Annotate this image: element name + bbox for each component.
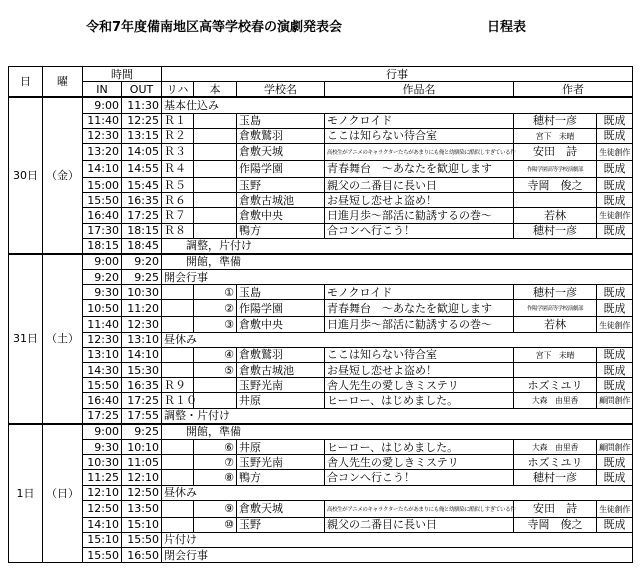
status-label: 既成 — [597, 470, 633, 485]
author-name — [514, 160, 597, 177]
work-title: ここは知らない待合室 — [325, 347, 514, 362]
school-name: 玉島 — [237, 285, 325, 300]
school-name: 作陽学園 — [237, 160, 325, 177]
event-label: 開館，準備 — [162, 254, 633, 270]
work-title: モノクロイド — [325, 113, 514, 128]
status-label-text: 顧問創作 — [599, 443, 630, 453]
work-title: 親父の二番目に長い日 — [325, 177, 514, 192]
header-events: 行事 — [162, 67, 633, 82]
schedule-row — [9, 517, 633, 532]
weekday-cell: （日） — [43, 424, 83, 563]
time-out: 11:20 — [122, 300, 162, 317]
time-in: 11:40 — [83, 113, 122, 128]
school-name: 鴨方 — [237, 470, 325, 485]
schedule-row — [9, 363, 633, 378]
time-out: 12:25 — [122, 113, 162, 128]
status-label: 既成 — [597, 113, 633, 128]
author-name: 安田 詩 — [514, 500, 597, 517]
time-out: 16:50 — [122, 548, 162, 563]
header-in: IN — [83, 82, 122, 98]
time-in: 9:00 — [83, 97, 122, 113]
rehearsal-slot: Ｒ７ — [162, 208, 194, 223]
performance-slot: ⑤ — [194, 363, 237, 378]
status-label: 既成 — [597, 363, 633, 378]
time-in: 10:30 — [83, 455, 122, 470]
time-out: 10:30 — [122, 285, 162, 300]
performance-slot — [194, 193, 237, 208]
schedule-row — [9, 393, 633, 408]
school-name: 倉敷天城 — [237, 143, 325, 160]
rehearsal-slot — [162, 285, 194, 300]
status-label — [597, 143, 633, 160]
work-title: 日進月歩～部活に勧誘するの巻～ — [325, 208, 514, 223]
time-in: 15:50 — [83, 193, 122, 208]
time-out: 16:35 — [122, 193, 162, 208]
schedule-row — [9, 470, 633, 485]
time-in: 9:20 — [83, 270, 122, 285]
time-in: 15:10 — [83, 532, 122, 547]
school-name: 倉敷中央 — [237, 317, 325, 332]
status-label — [597, 500, 633, 517]
performance-slot — [194, 223, 237, 238]
schedule-row — [9, 439, 633, 454]
event-label: 開会行事 — [162, 270, 633, 285]
time-out: 12:10 — [122, 470, 162, 485]
header-row-2 — [9, 82, 633, 98]
author-name: 寺岡 俊之 — [514, 177, 597, 192]
event-label: 片付け — [162, 532, 633, 547]
rehearsal-slot: Ｒ５ — [162, 177, 194, 192]
author-name — [514, 128, 597, 143]
weekday-cell: （金） — [43, 97, 83, 254]
schedule-row — [9, 300, 633, 317]
author-name: 若林 — [514, 317, 597, 332]
status-label: 既成 — [597, 223, 633, 238]
day-cell: 1日 — [9, 424, 43, 563]
time-in: 9:00 — [83, 424, 122, 440]
performance-slot: ④ — [194, 347, 237, 362]
performance-slot — [194, 128, 237, 143]
time-in: 15:50 — [83, 378, 122, 393]
event-label: 調整・片付け — [162, 408, 633, 424]
schedule-row — [9, 177, 633, 192]
school-name: 玉野光南 — [237, 455, 325, 470]
time-in: 16:40 — [83, 393, 122, 408]
work-title: 青春舞台 ～あなたを歓迎します — [325, 160, 514, 177]
time-out: 14:55 — [122, 160, 162, 177]
status-label-text: 生徒創作 — [599, 504, 630, 514]
status-label: 既成 — [597, 378, 633, 393]
schedule-row — [9, 193, 633, 208]
time-in: 10:50 — [83, 300, 122, 317]
schedule-row — [9, 408, 633, 424]
header-time: 時間 — [83, 67, 162, 82]
school-name: 井原 — [237, 439, 325, 454]
time-in: 17:30 — [83, 223, 122, 238]
rehearsal-slot — [162, 470, 194, 485]
rehearsal-slot — [162, 500, 194, 517]
time-in: 17:25 — [83, 408, 122, 424]
day-cell: 30日 — [9, 97, 43, 254]
work-title: 日進月歩～部活に勧誘するの巻～ — [325, 317, 514, 332]
author-name: ホズミユリ — [514, 378, 597, 393]
time-in: 13:10 — [83, 347, 122, 362]
work-title: ヒーロー、はじめました。 — [325, 393, 514, 408]
status-label: 既成 — [597, 177, 633, 192]
work-title: 舎人先生の愛しきミステリ — [325, 378, 514, 393]
status-label-text: 生徒創作 — [599, 211, 630, 221]
school-name: 玉野 — [237, 177, 325, 192]
time-out: 15:50 — [122, 532, 162, 547]
status-label-text: 顧問創作 — [599, 396, 630, 406]
day-cell: 31日 — [9, 254, 43, 424]
time-in: 12:30 — [83, 332, 122, 347]
rehearsal-slot: Ｒ８ — [162, 223, 194, 238]
time-out: 13:15 — [122, 128, 162, 143]
rehearsal-slot: Ｒ３ — [162, 143, 194, 160]
time-out: 13:50 — [122, 500, 162, 517]
header-school: 学校名 — [237, 82, 325, 98]
time-out: 17:55 — [122, 408, 162, 424]
schedule-row — [9, 208, 633, 223]
rehearsal-slot: Ｒ９ — [162, 378, 194, 393]
work-title-text: 高校生がアニメのキャラクターたちがあまりにも俺と幼馴染に酷似しすぎている件 — [327, 149, 516, 156]
time-in: 9:30 — [83, 285, 122, 300]
header-weekday: 曜 — [43, 67, 83, 98]
school-name: 倉敷鷲羽 — [237, 128, 325, 143]
school-name: 玉野光南 — [237, 378, 325, 393]
author-name-text: 作陽学園高等学校演劇部 — [526, 306, 584, 313]
rehearsal-slot — [162, 455, 194, 470]
schedule-table — [8, 66, 633, 563]
author-name — [514, 193, 597, 208]
performance-slot: ⑧ — [194, 470, 237, 485]
rehearsal-slot: Ｒ１ — [162, 113, 194, 128]
status-label — [597, 208, 633, 223]
author-name-text: 大森 由里香 — [531, 443, 579, 453]
performance-slot: ⑦ — [194, 455, 237, 470]
status-label: 既成 — [597, 347, 633, 362]
author-name: 穂村一彦 — [514, 113, 597, 128]
schedule-row — [9, 143, 633, 160]
schedule-row — [9, 160, 633, 177]
author-name-text: 宮下 未晴 — [535, 131, 575, 141]
time-in: 14:10 — [83, 160, 122, 177]
status-label: 既成 — [597, 285, 633, 300]
rehearsal-slot — [162, 517, 194, 532]
header-day: 日 — [9, 67, 43, 98]
performance-slot — [194, 160, 237, 177]
work-title: ここは知らない待合室 — [325, 128, 514, 143]
school-name: 鴨方 — [237, 223, 325, 238]
work-title — [325, 143, 514, 160]
work-title: お昼短し恋せよ盗め！ — [325, 193, 514, 208]
header-row-1 — [9, 67, 633, 82]
time-out: 18:45 — [122, 238, 162, 254]
time-out: 17:25 — [122, 208, 162, 223]
rehearsal-slot — [162, 317, 194, 332]
author-name — [514, 300, 597, 317]
time-in: 9:00 — [83, 254, 122, 270]
school-name: 玉野 — [237, 517, 325, 532]
time-in: 18:15 — [83, 238, 122, 254]
status-label: 既成 — [597, 160, 633, 177]
time-out: 14:10 — [122, 347, 162, 362]
school-name: 倉敷古城池 — [237, 193, 325, 208]
time-in: 15:00 — [83, 177, 122, 192]
schedule-row — [9, 548, 633, 563]
schedule-row — [9, 223, 633, 238]
work-title: 青春舞台 ～あなたを歓迎します — [325, 300, 514, 317]
performance-slot — [194, 143, 237, 160]
author-name: 穂村一彦 — [514, 285, 597, 300]
time-out: 15:30 — [122, 363, 162, 378]
status-label: 既成 — [597, 455, 633, 470]
work-title: 舎人先生の愛しきミステリ — [325, 455, 514, 470]
time-out: 16:35 — [122, 378, 162, 393]
schedule-row — [9, 378, 633, 393]
time-in: 15:50 — [83, 548, 122, 563]
document-title: 令和7年度備南地区高等学校春の演劇発表会 — [86, 20, 343, 35]
author-name-text: 宮下 未晴 — [535, 350, 575, 360]
time-in: 16:40 — [83, 208, 122, 223]
header-main: 本 — [194, 82, 237, 98]
schedule-row — [9, 97, 633, 113]
schedule-row — [9, 485, 633, 500]
status-label-text: 生徒創作 — [599, 147, 630, 157]
document-subtitle: 日程表 — [487, 20, 527, 35]
status-label — [597, 393, 633, 408]
event-label: 調整，片付け — [162, 238, 633, 254]
time-in: 12:50 — [83, 500, 122, 517]
weekday-cell: （土） — [43, 254, 83, 424]
time-out: 9:20 — [122, 254, 162, 270]
event-label: 基本仕込み — [162, 97, 633, 113]
time-out: 12:50 — [122, 485, 162, 500]
time-out: 9:25 — [122, 270, 162, 285]
schedule-row — [9, 332, 633, 347]
work-title: 合コンへ行こう！ — [325, 470, 514, 485]
performance-slot: ⑩ — [194, 517, 237, 532]
schedule-row — [9, 455, 633, 470]
time-out: 17:25 — [122, 393, 162, 408]
schedule-row — [9, 347, 633, 362]
status-label: 既成 — [597, 517, 633, 532]
performance-slot — [194, 378, 237, 393]
author-name — [514, 439, 597, 454]
performance-slot: ① — [194, 285, 237, 300]
time-in: 12:10 — [83, 485, 122, 500]
school-name: 倉敷古城池 — [237, 363, 325, 378]
author-name: 穂村一彦 — [514, 223, 597, 238]
author-name-text: 大森 由里香 — [531, 396, 579, 406]
time-in: 13:20 — [83, 143, 122, 160]
author-name: 穂村一彦 — [514, 470, 597, 485]
time-out: 11:05 — [122, 455, 162, 470]
time-out: 9:25 — [122, 424, 162, 440]
time-out: 11:30 — [122, 97, 162, 113]
status-label-text: 生徒創作 — [599, 320, 630, 330]
status-label: 既成 — [597, 300, 633, 317]
work-title — [325, 500, 514, 517]
header-work: 作品名 — [325, 82, 514, 98]
schedule-row — [9, 238, 633, 254]
author-name — [514, 347, 597, 362]
status-label — [597, 317, 633, 332]
rehearsal-slot: Ｒ２ — [162, 128, 194, 143]
schedule-row — [9, 500, 633, 517]
school-name: 玉島 — [237, 113, 325, 128]
time-in: 9:30 — [83, 439, 122, 454]
event-label: 開館，準備 — [162, 424, 633, 440]
work-title: 親父の二番目に長い日 — [325, 517, 514, 532]
work-title: ヒーロー、はじめました。 — [325, 439, 514, 454]
school-name: 作陽学園 — [237, 300, 325, 317]
work-title: 合コンへ行こう！ — [325, 223, 514, 238]
author-name-text: 作陽学園高等学校演劇部 — [526, 166, 584, 173]
author-name — [514, 363, 597, 378]
time-out: 18:15 — [122, 223, 162, 238]
performance-slot — [194, 393, 237, 408]
schedule-row — [9, 128, 633, 143]
work-title: お昼短し恋せよ盗め！ — [325, 363, 514, 378]
status-label: 既成 — [597, 128, 633, 143]
rehearsal-slot — [162, 300, 194, 317]
header-out: OUT — [122, 82, 162, 98]
time-in: 11:40 — [83, 317, 122, 332]
status-label — [597, 439, 633, 454]
author-name: 若林 — [514, 208, 597, 223]
schedule-row — [9, 317, 633, 332]
work-title-text: 高校生がアニメのキャラクターたちがあまりにも俺と幼馴染に酷似しすぎている件 — [327, 506, 516, 513]
schedule-row — [9, 254, 633, 270]
time-out: 14:05 — [122, 143, 162, 160]
status-label: 既成 — [597, 193, 633, 208]
schedule-row — [9, 270, 633, 285]
rehearsal-slot: Ｒ４ — [162, 160, 194, 177]
time-in: 14:10 — [83, 517, 122, 532]
time-out: 10:10 — [122, 439, 162, 454]
school-name: 井原 — [237, 393, 325, 408]
rehearsal-slot: Ｒ６ — [162, 193, 194, 208]
performance-slot: ③ — [194, 317, 237, 332]
rehearsal-slot: Ｒ１０ — [162, 393, 194, 408]
schedule-row — [9, 424, 633, 440]
time-out: 12:30 — [122, 317, 162, 332]
rehearsal-slot — [162, 363, 194, 378]
event-label: 昼休み — [162, 485, 633, 500]
author-name — [514, 393, 597, 408]
school-name: 倉敷天城 — [237, 500, 325, 517]
rehearsal-slot — [162, 347, 194, 362]
school-name: 倉敷鷲羽 — [237, 347, 325, 362]
author-name: 安田 詩 — [514, 143, 597, 160]
time-in: 12:30 — [83, 128, 122, 143]
author-name: 寺岡 俊之 — [514, 517, 597, 532]
event-label: 閉会行事 — [162, 548, 633, 563]
time-in: 11:25 — [83, 470, 122, 485]
work-title: モノクロイド — [325, 285, 514, 300]
performance-slot: ⑥ — [194, 439, 237, 454]
performance-slot — [194, 208, 237, 223]
performance-slot — [194, 113, 237, 128]
schedule-row — [9, 285, 633, 300]
performance-slot: ⑨ — [194, 500, 237, 517]
schedule-row — [9, 532, 633, 547]
school-name: 倉敷中央 — [237, 208, 325, 223]
time-in: 14:30 — [83, 363, 122, 378]
schedule-row — [9, 113, 633, 128]
author-name: ホズミユリ — [514, 455, 597, 470]
time-out: 15:45 — [122, 177, 162, 192]
performance-slot: ② — [194, 300, 237, 317]
performance-slot — [194, 177, 237, 192]
event-label: 昼休み — [162, 332, 633, 347]
time-out: 15:10 — [122, 517, 162, 532]
header-author: 作者 — [514, 82, 633, 98]
rehearsal-slot — [162, 439, 194, 454]
header-rehearsal: リハ — [162, 82, 194, 98]
time-out: 13:10 — [122, 332, 162, 347]
